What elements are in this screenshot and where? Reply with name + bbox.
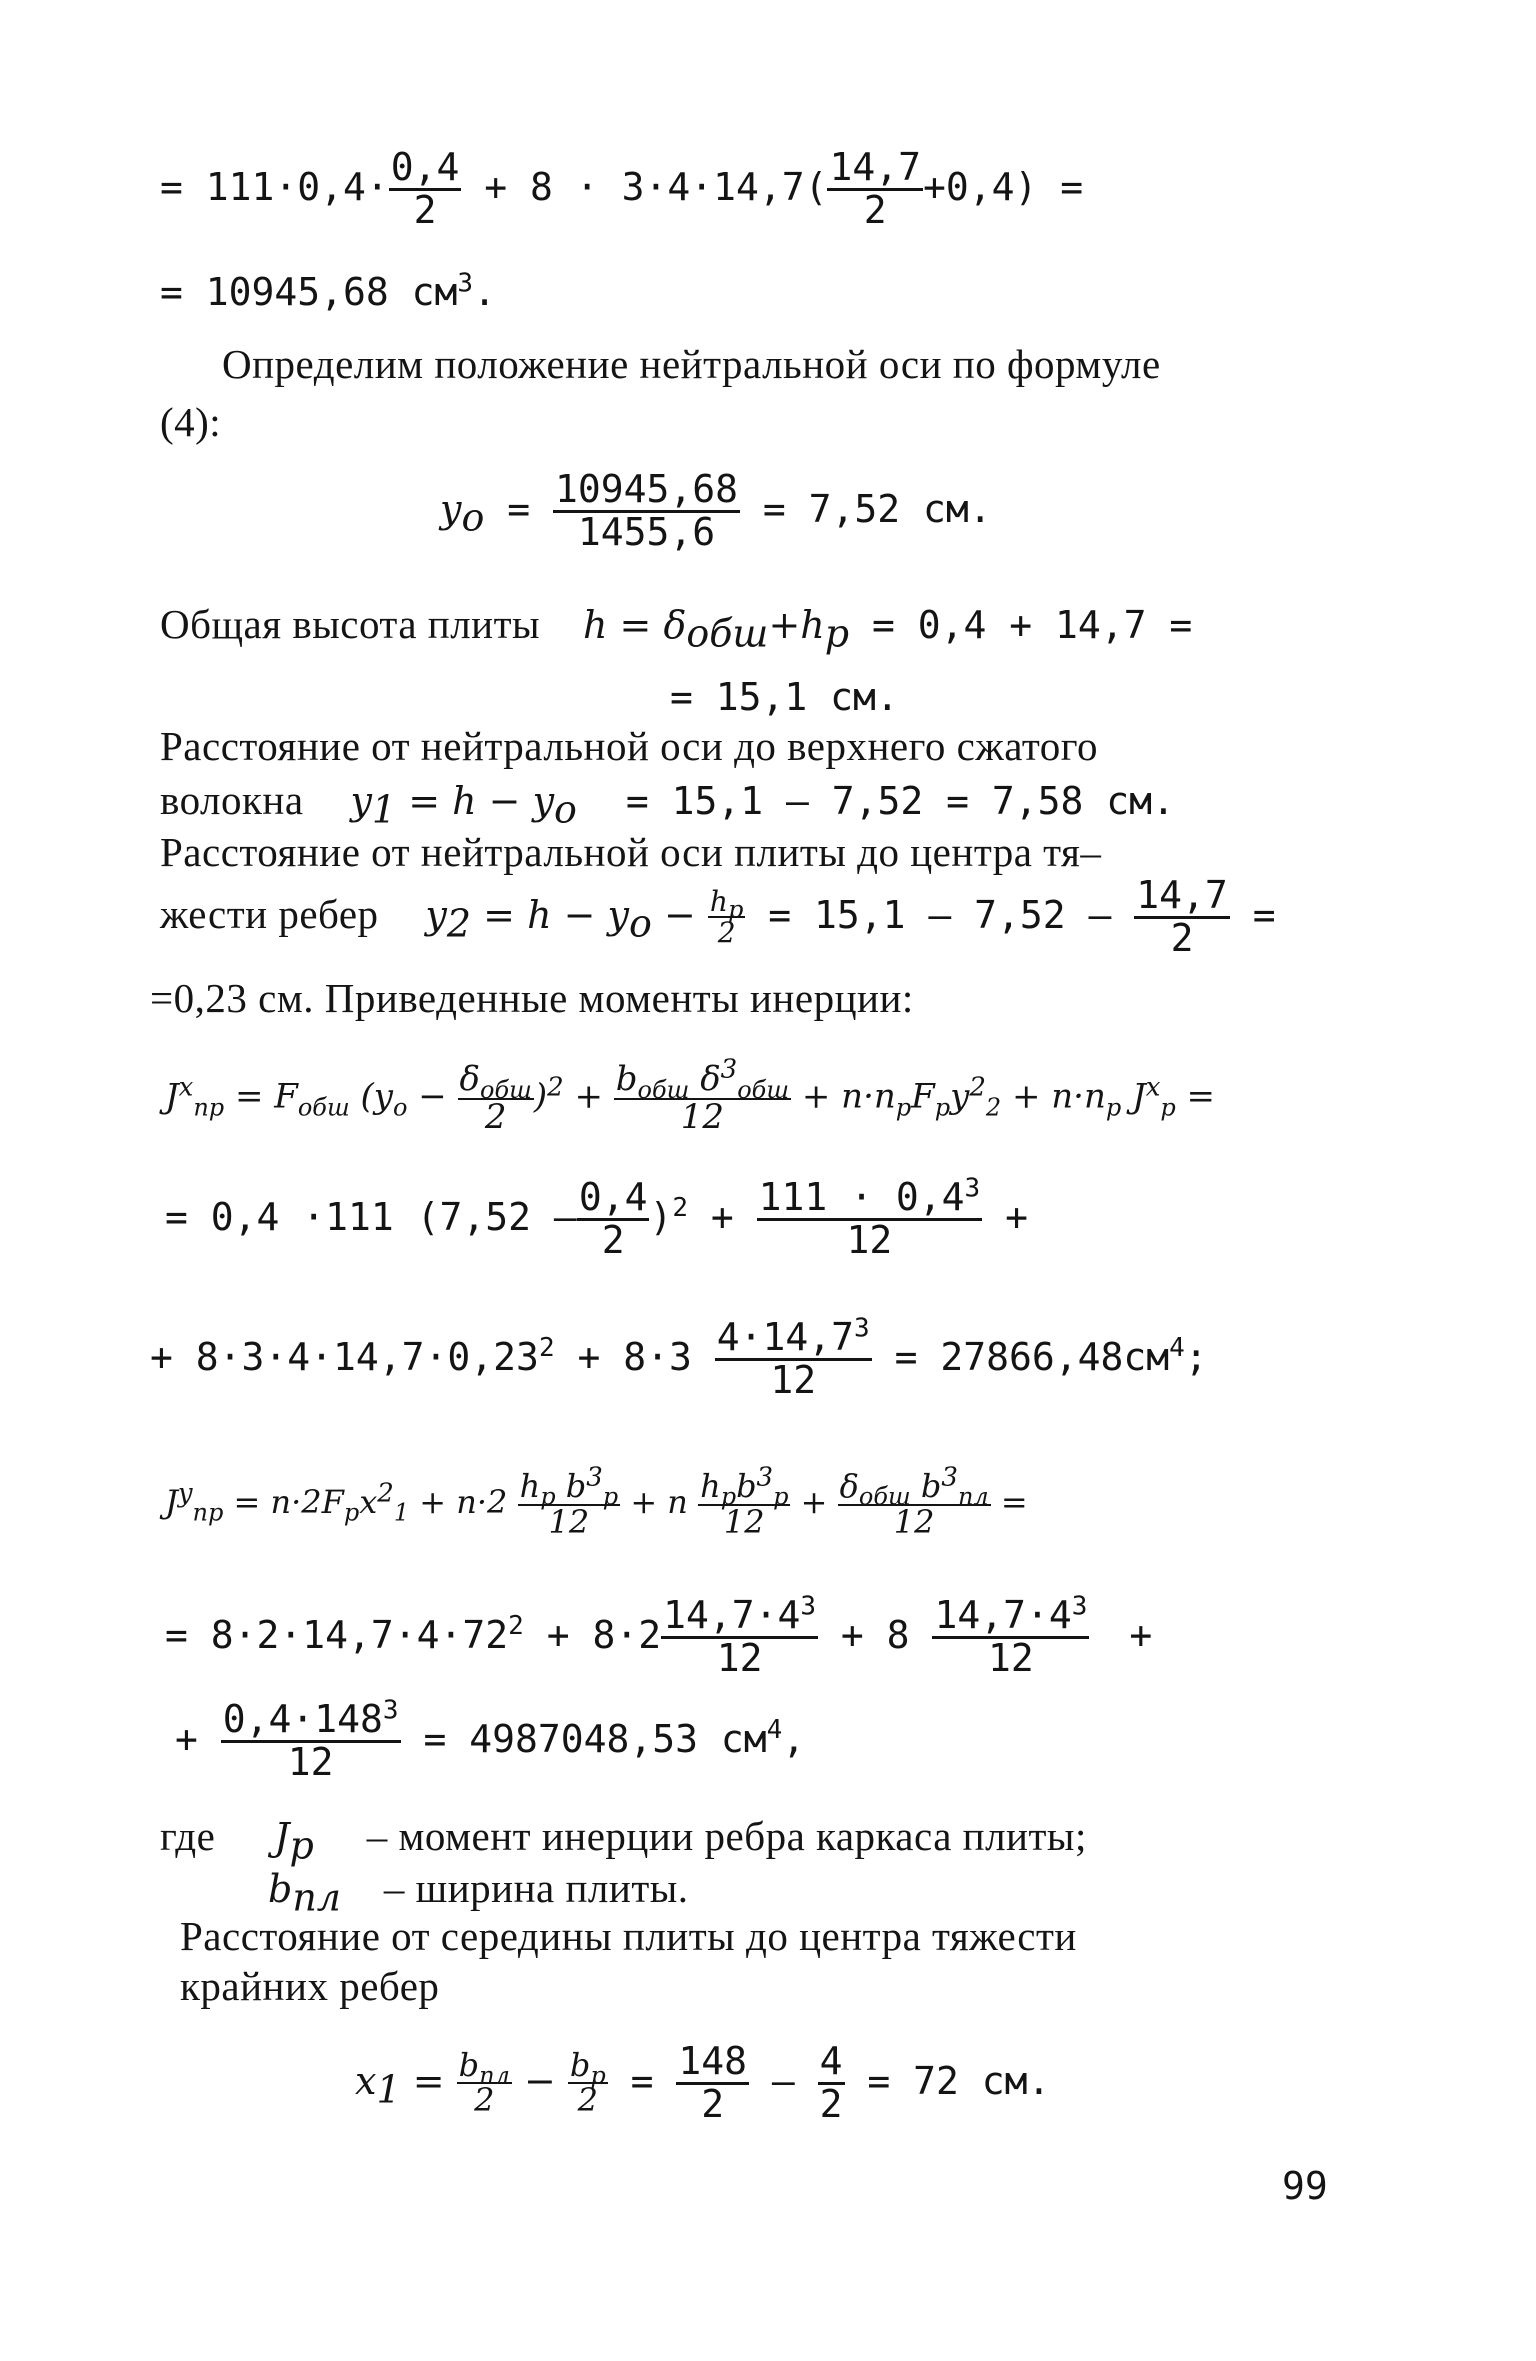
fraction xyxy=(389,145,462,232)
symbol: − xyxy=(511,2058,568,2103)
subscript: 2 xyxy=(446,901,472,946)
exponent: 3 xyxy=(964,1173,981,1204)
fraction xyxy=(1134,873,1230,960)
equation-x1 xyxy=(355,2039,1051,2126)
paragraph-line: Определим положение нейтральной оси по формуле xyxy=(222,341,1161,387)
superscript: 3 xyxy=(756,1462,774,1493)
subscript: р xyxy=(590,2061,606,2090)
eq-text: = 0,4 ·111 (7,52 – xyxy=(165,1194,577,1239)
exponent: 2 xyxy=(538,1333,555,1364)
fraction xyxy=(698,1462,790,1541)
fraction-numerator: 14,7·4 xyxy=(663,1593,801,1637)
fraction xyxy=(577,1175,650,1262)
exponent: 3 xyxy=(854,1313,870,1344)
fraction xyxy=(715,1313,872,1402)
subscript: 1 xyxy=(393,1498,410,1527)
fraction-denominator: 2 xyxy=(413,187,437,232)
symbol: + n xyxy=(620,1483,699,1522)
eq-text: + 8·3 xyxy=(554,1334,715,1379)
fraction-numerator: 4 xyxy=(819,2039,843,2083)
paragraph-line: Расстояние от нейтральной оси до верхнего сжатого xyxy=(160,723,1099,769)
subscript: 1 xyxy=(376,2067,401,2112)
subscript: обш xyxy=(297,1093,350,1122)
subscript: обш xyxy=(686,611,769,656)
subscript: обш xyxy=(637,1075,690,1104)
fraction-denominator: 12 xyxy=(287,1739,334,1784)
eq-text: + 8·3·4·14,7·0,23 xyxy=(150,1334,539,1379)
fraction-numerator: 0,4 xyxy=(390,145,460,189)
symbol: + n·n xyxy=(791,1076,896,1117)
symbol: x xyxy=(359,1483,378,1522)
fraction xyxy=(221,1695,401,1784)
symbol: J xyxy=(165,1483,178,1522)
fraction-numerator: 111 · 0,4 xyxy=(758,1175,965,1219)
subscript: пр xyxy=(193,1093,225,1122)
fraction xyxy=(757,1173,983,1262)
eq-text: = 15,1 – 7,52 = 7,58 см. xyxy=(625,779,1175,823)
fraction-numerator: 14,7 xyxy=(829,145,921,189)
fraction-numerator: b xyxy=(569,2045,591,2084)
fraction-numerator: 14,7 xyxy=(1136,873,1228,917)
fraction-denominator: 12 xyxy=(893,1502,935,1541)
paragraph-line: крайних ребер xyxy=(180,1963,440,2009)
jx-substitution-line xyxy=(165,1173,1028,1262)
fraction-denominator: 12 xyxy=(770,1357,817,1402)
fraction xyxy=(827,145,923,232)
fraction xyxy=(932,1591,1089,1680)
symbol: + xyxy=(790,1483,838,1522)
superscript: 3 xyxy=(941,1462,958,1493)
eq-text: = 7,52 см. xyxy=(740,486,992,531)
symbol: y xyxy=(350,779,372,823)
symbol: +h xyxy=(768,603,825,647)
symbol: = h − y xyxy=(396,779,555,823)
superscript: 3 xyxy=(720,1054,738,1085)
symbol: − xyxy=(651,892,708,937)
subscript: р xyxy=(895,1093,912,1122)
paragraph-line: =0,23 см. Приведенные моменты инерции: xyxy=(150,975,914,1021)
fraction-denominator: 12 xyxy=(716,1635,763,1680)
fraction-numerator: b xyxy=(555,1467,587,1505)
fraction-denominator: 2 xyxy=(863,187,887,232)
fraction-denominator: 1455,6 xyxy=(577,509,716,554)
height-result: = 15,1 см. xyxy=(670,675,899,719)
fraction-denominator: 2 xyxy=(819,2081,843,2126)
fraction-denominator: 12 xyxy=(723,1502,765,1541)
eq-text: + xyxy=(688,1194,757,1239)
subscript: р xyxy=(727,895,744,924)
fraction-denominator: 12 xyxy=(680,1096,725,1137)
fraction-numerator: h xyxy=(709,885,728,918)
fraction-denominator: 2 xyxy=(577,2081,598,2120)
fraction xyxy=(457,2045,512,2120)
eq-text: + 8 · 3·4·14,7( xyxy=(461,164,828,209)
eq-text: , xyxy=(782,1716,806,1761)
symbol: x xyxy=(355,2058,377,2103)
eq-text: – xyxy=(749,2058,818,2103)
formula-jy xyxy=(165,1462,1028,1541)
fraction-numerator: b xyxy=(736,1467,757,1505)
fraction-numerator: 10945,68 xyxy=(555,467,739,511)
fraction-numerator: h xyxy=(519,1467,541,1505)
jy-substitution-line xyxy=(165,1591,1153,1680)
eq-text: ; xyxy=(1184,1334,1208,1379)
symbol: = n·2F xyxy=(223,1483,344,1522)
subscript: o xyxy=(461,495,485,540)
superscript: x xyxy=(178,1072,194,1103)
fraction xyxy=(458,1059,534,1137)
eq-text: + 8·2 xyxy=(523,1612,662,1657)
fraction-denominator: 2 xyxy=(1170,915,1194,960)
subscript: 2 xyxy=(985,1093,1002,1122)
subscript: o xyxy=(554,787,577,832)
fraction-numerator: b xyxy=(458,2045,480,2084)
eq-text: = xyxy=(1252,892,1276,937)
subscript: 1 xyxy=(371,787,397,832)
symbol: = xyxy=(990,1483,1028,1522)
equation-substitution xyxy=(160,145,1084,232)
eq-text: + 8 xyxy=(818,1612,933,1657)
fraction-denominator: 2 xyxy=(484,1096,507,1137)
fraction xyxy=(518,1462,621,1541)
fraction-numerator: 4·14,7 xyxy=(716,1315,855,1359)
subscript: р xyxy=(773,1482,789,1511)
subscript: р xyxy=(720,1482,737,1511)
paragraph-line: Расстояние от нейтральной оси плиты до центра тя– xyxy=(160,829,1102,875)
fraction-numerator: h xyxy=(700,1467,721,1505)
paragraph-text: волокна xyxy=(160,777,304,823)
fraction xyxy=(661,1591,818,1680)
subscript: пр xyxy=(192,1498,224,1527)
subscript: р xyxy=(934,1093,951,1122)
equation-result xyxy=(160,270,496,314)
exponent: 3 xyxy=(382,1695,399,1726)
eq-text: = 0,4 + 14,7 = xyxy=(849,603,1193,647)
distance-line xyxy=(160,873,1276,960)
fraction-numerator: b xyxy=(615,1059,638,1099)
fraction-denominator: 2 xyxy=(717,916,736,950)
fraction-numerator: 14,7·4 xyxy=(934,1593,1072,1637)
symbol: (y xyxy=(349,1076,393,1117)
subscript: р xyxy=(289,1823,314,1868)
eq-text: = 15,1 – 7,52 – xyxy=(768,892,1112,937)
superscript: y xyxy=(177,1478,193,1509)
symbol: = xyxy=(400,2058,457,2103)
eq-text: = 27866,48см xyxy=(871,1334,1170,1379)
exponent: 2 xyxy=(672,1193,688,1224)
exponent: 3 xyxy=(1071,1591,1088,1622)
superscript: 3 xyxy=(586,1462,603,1493)
symbol: h xyxy=(582,603,608,647)
symbol: = h − y xyxy=(471,892,630,937)
symbol: + n·n xyxy=(1001,1076,1106,1117)
equation-neutral-axis xyxy=(440,467,992,554)
subscript: o xyxy=(392,1093,408,1122)
eq-text: = 111·0,4· xyxy=(160,164,389,209)
symbol: y xyxy=(425,892,447,937)
eq-text: ) xyxy=(649,1194,673,1239)
subscript: обш xyxy=(737,1075,790,1104)
subscript: обш xyxy=(480,1075,532,1104)
fraction xyxy=(553,467,740,554)
symbol: = δ xyxy=(607,603,687,647)
symbol: F xyxy=(911,1076,935,1117)
fraction xyxy=(838,1462,991,1541)
where-line-2 xyxy=(268,1864,689,1920)
fraction-numerator: b xyxy=(910,1467,942,1505)
paragraph-line: Расстояние от середины плиты до центра тяжести xyxy=(180,1913,1077,1959)
exponent: 4 xyxy=(1169,1333,1185,1364)
superscript: 2 xyxy=(377,1478,394,1509)
symbol: = xyxy=(1175,1076,1216,1117)
fraction-numerator: δ xyxy=(459,1059,481,1099)
jx-result-line xyxy=(150,1313,1208,1402)
subscript: р xyxy=(540,1482,556,1511)
paragraph-text: где xyxy=(160,1813,216,1859)
fraction-denominator: 12 xyxy=(988,1635,1034,1680)
exponent: 2 xyxy=(508,1611,524,1642)
eq-text: = xyxy=(607,2058,677,2103)
subscript: р xyxy=(824,611,850,656)
subscript: р xyxy=(602,1482,619,1511)
eq-text: +0,4) = xyxy=(922,164,1084,209)
symbol: J xyxy=(274,1815,290,1859)
eq-text: = xyxy=(484,486,553,531)
subscript: обш xyxy=(858,1482,911,1511)
fraction xyxy=(708,887,745,948)
page-number: 99 xyxy=(1282,2164,1328,2208)
fraction xyxy=(818,2039,845,2126)
eq-text: + xyxy=(982,1194,1028,1239)
fraction-numerator: δ xyxy=(839,1467,859,1505)
eq-text: = 72 см. xyxy=(844,2058,1051,2103)
eq-text: = 4987048,53 см xyxy=(400,1716,767,1761)
fraction-denominator: 2 xyxy=(701,2081,725,2126)
fraction-denominator: 2 xyxy=(601,1217,625,1262)
paragraph-text: Общая высота плиты xyxy=(160,601,541,647)
symbol: y xyxy=(950,1076,970,1117)
fraction-numerator: 148 xyxy=(678,2039,747,2083)
superscript: x xyxy=(1145,1072,1161,1103)
symbol: y xyxy=(440,486,462,531)
subscript: р xyxy=(1105,1093,1122,1122)
symbol: + n·2 xyxy=(409,1483,518,1522)
subscript: пл xyxy=(479,2061,510,2090)
eq-text: + xyxy=(175,1716,221,1761)
symbol: + xyxy=(563,1076,614,1117)
eq-text: = 8·2·14,7·4·72 xyxy=(165,1612,509,1657)
formula-jx xyxy=(165,1054,1216,1137)
fraction-denominator: 2 xyxy=(474,2081,495,2120)
jy-result-line xyxy=(175,1695,806,1784)
fraction-denominator: 12 xyxy=(846,1217,893,1262)
symbol: = F xyxy=(224,1076,298,1117)
superscript: 2 xyxy=(547,1072,564,1103)
paragraph-text: – ширина плиты. xyxy=(383,1865,689,1911)
subscript: пл xyxy=(292,1875,341,1920)
eq-text: + xyxy=(1129,1612,1153,1657)
subscript: пл xyxy=(957,1482,989,1511)
exponent: 3 xyxy=(800,1591,817,1622)
fraction xyxy=(676,2039,749,2126)
exponent: 4 xyxy=(766,1715,783,1746)
eq-text: = 10945,68 см xyxy=(160,270,458,314)
exponent: 3 xyxy=(457,268,474,299)
fraction-denominator: 12 xyxy=(548,1502,590,1541)
paragraph-text: жести ребер xyxy=(160,890,379,937)
subscript: o xyxy=(629,901,652,946)
symbol: J xyxy=(1121,1076,1146,1117)
subscript: р xyxy=(1160,1093,1176,1122)
fraction-numerator: 0,4·148 xyxy=(222,1697,383,1741)
symbol: b xyxy=(268,1867,293,1911)
fraction-numerator: 0,4 xyxy=(578,1175,648,1219)
where-line-1 xyxy=(160,1812,1087,1868)
height-line xyxy=(160,600,1193,656)
distance-line xyxy=(160,776,1175,832)
superscript: 2 xyxy=(969,1072,986,1103)
subscript: р xyxy=(343,1498,360,1527)
paragraph-line: (4): xyxy=(160,399,222,445)
symbol: − xyxy=(407,1076,458,1117)
eq-text: . xyxy=(473,270,496,314)
fraction-numerator: δ xyxy=(689,1059,721,1099)
fraction xyxy=(614,1054,791,1137)
paragraph-text: – момент инерции ребра каркаса плиты; xyxy=(366,1813,1087,1859)
symbol: J xyxy=(165,1076,179,1117)
symbol: ) xyxy=(533,1076,548,1117)
fraction xyxy=(568,2045,608,2120)
